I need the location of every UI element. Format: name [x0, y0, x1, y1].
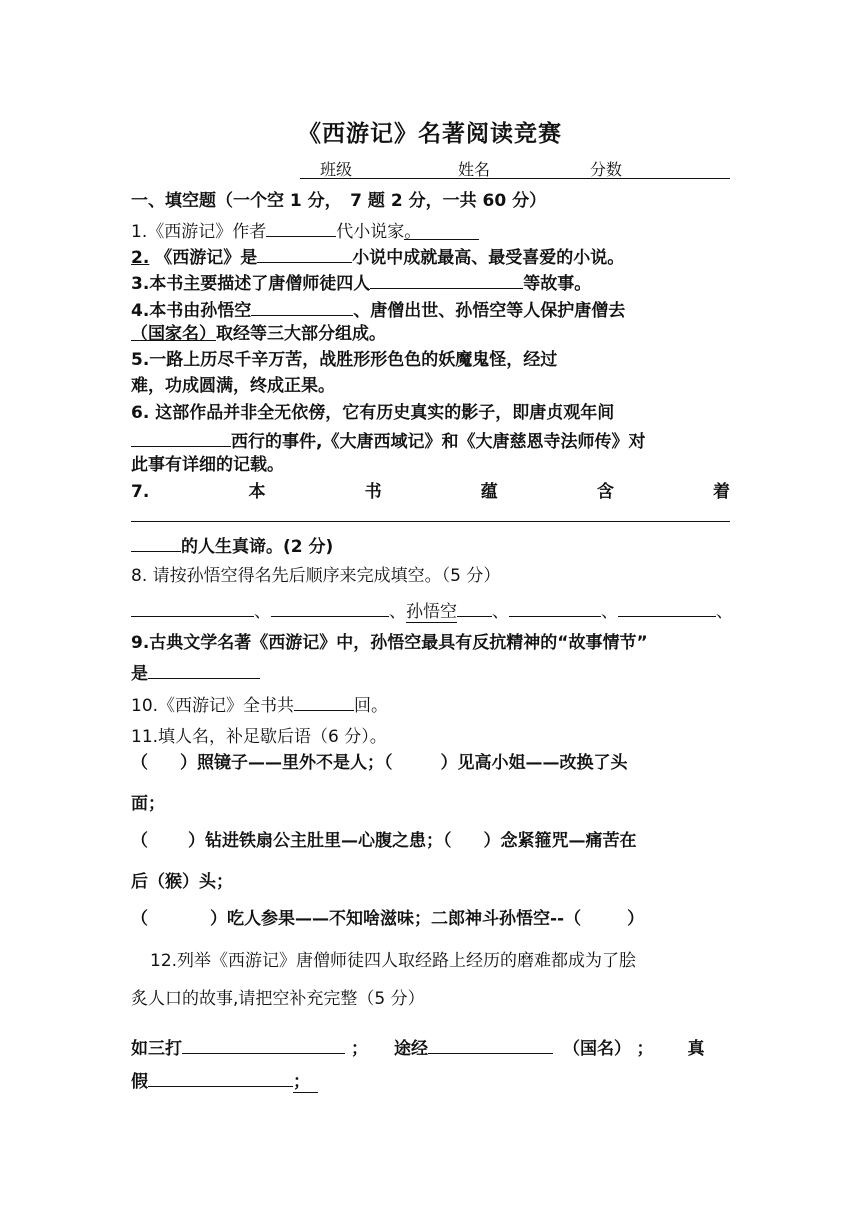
blank-part-one[interactable] [251, 297, 353, 316]
question-4: 4.本书由孙悟空 、唐僧出世、孙悟空等人保护唐僧去 [131, 297, 625, 322]
name-label: 姓名 [458, 160, 491, 179]
blank-chapters[interactable] [294, 692, 354, 711]
blank-author[interactable] [266, 218, 336, 237]
class-label: 班级 [320, 160, 353, 179]
blank-name-4[interactable] [509, 598, 601, 617]
question-7-line1: 7. 本 书 蕴 含 着 [131, 482, 730, 502]
page-title: 《西游记》名著阅读竞赛 [298, 121, 562, 147]
question-4-cont: （国家名）取经等三大部分组成。 [131, 324, 386, 344]
question-5-line2: 难，功成圆满，终成正果。 [131, 376, 335, 396]
blank-rebellion[interactable] [148, 660, 260, 679]
question-12-line4: 假 ； [131, 1068, 318, 1093]
question-10: 10.《西游记》全书共 回。 [131, 692, 388, 717]
question-6-line3: 此事有详细的记载。 [131, 455, 284, 475]
blank-truth-line[interactable] [131, 521, 730, 522]
question-11-row1: （ ）照镜子——里外不是人；（ ）见高小姐——改换了头 [131, 753, 628, 773]
blank-country[interactable] [428, 1035, 553, 1054]
blank-three-fights[interactable] [182, 1035, 345, 1054]
question-2: 2. 《西游记》是 小说中成就最高、最受喜爱的小说。 [131, 244, 624, 269]
question-6-line2: 西行的事件,《大唐西域记》和《大唐慈恩寺法师传》对 [131, 428, 645, 453]
score-label: 分数 [590, 160, 623, 179]
student-info-line [300, 158, 730, 179]
question-11-row3: （ ）吃人参果——不知啥滋味；二郎神斗孙悟空--（ ） [131, 909, 645, 929]
question-6-line1: 6. 这部作品并非全无依傍，它有历史真实的影子，即唐贞观年间 [131, 403, 615, 423]
question-11-row2b: 后（猴）头； [131, 872, 233, 892]
question-9-line1: 9.古典文学名著《西游记》中，孙悟空最具有反抗精神的“故事情节” [131, 633, 648, 653]
question-12-line1: 12.列举《西游记》唐僧师徒四人取经路上经历的磨难都成为了脍 [150, 951, 637, 971]
blank-name-5[interactable] [618, 598, 716, 617]
blank-name-2[interactable] [271, 598, 389, 617]
blank-novel-type[interactable] [257, 244, 352, 263]
question-12-line2: 炙人口的故事,请把空补充完整（5 分） [131, 989, 425, 1009]
question-11-intro: 11.填人名，补足歇后语（6 分）。 [131, 727, 387, 747]
question-8: 8. 请按孙悟空得名先后顺序来完成填空。（5 分） [131, 566, 501, 586]
question-11-row1b: 面； [131, 794, 165, 814]
blank-name-1[interactable] [131, 598, 254, 617]
question-11-row2: （ ）钻进铁扇公主肚里—心腹之患；（ ）念紧箍咒—痛苦在 [131, 831, 637, 851]
blank-story[interactable] [370, 270, 523, 289]
blank-dynasty[interactable]: 。 [404, 221, 479, 240]
question-3: 3.本书主要描述了唐僧师徒四人 等故事。 [131, 270, 591, 295]
question-12-blanks: 如三打 ； 途经 （国名） ； 真 [131, 1035, 705, 1060]
section-heading: 一、填空题（一个空 1 分， 7 题 2 分，一共 60 分） [131, 191, 547, 211]
blank-name-3[interactable] [457, 598, 492, 617]
blank-fake[interactable] [148, 1068, 293, 1087]
question-8-blanks: 、 、孙悟空 、 、 、 [131, 598, 733, 623]
question-9-line2: 是 [131, 660, 260, 685]
question-7-line3: 的人生真谛。(2 分) [131, 533, 333, 558]
blank-person[interactable] [131, 428, 231, 447]
question-1: 1.《西游记》作者 代小说家。 [131, 218, 479, 243]
blank-truth-end[interactable] [131, 533, 181, 552]
question-5-line1: 5.一路上历尽千辛万苦，战胜形形色色的妖魔鬼怪，经过 [131, 350, 558, 370]
